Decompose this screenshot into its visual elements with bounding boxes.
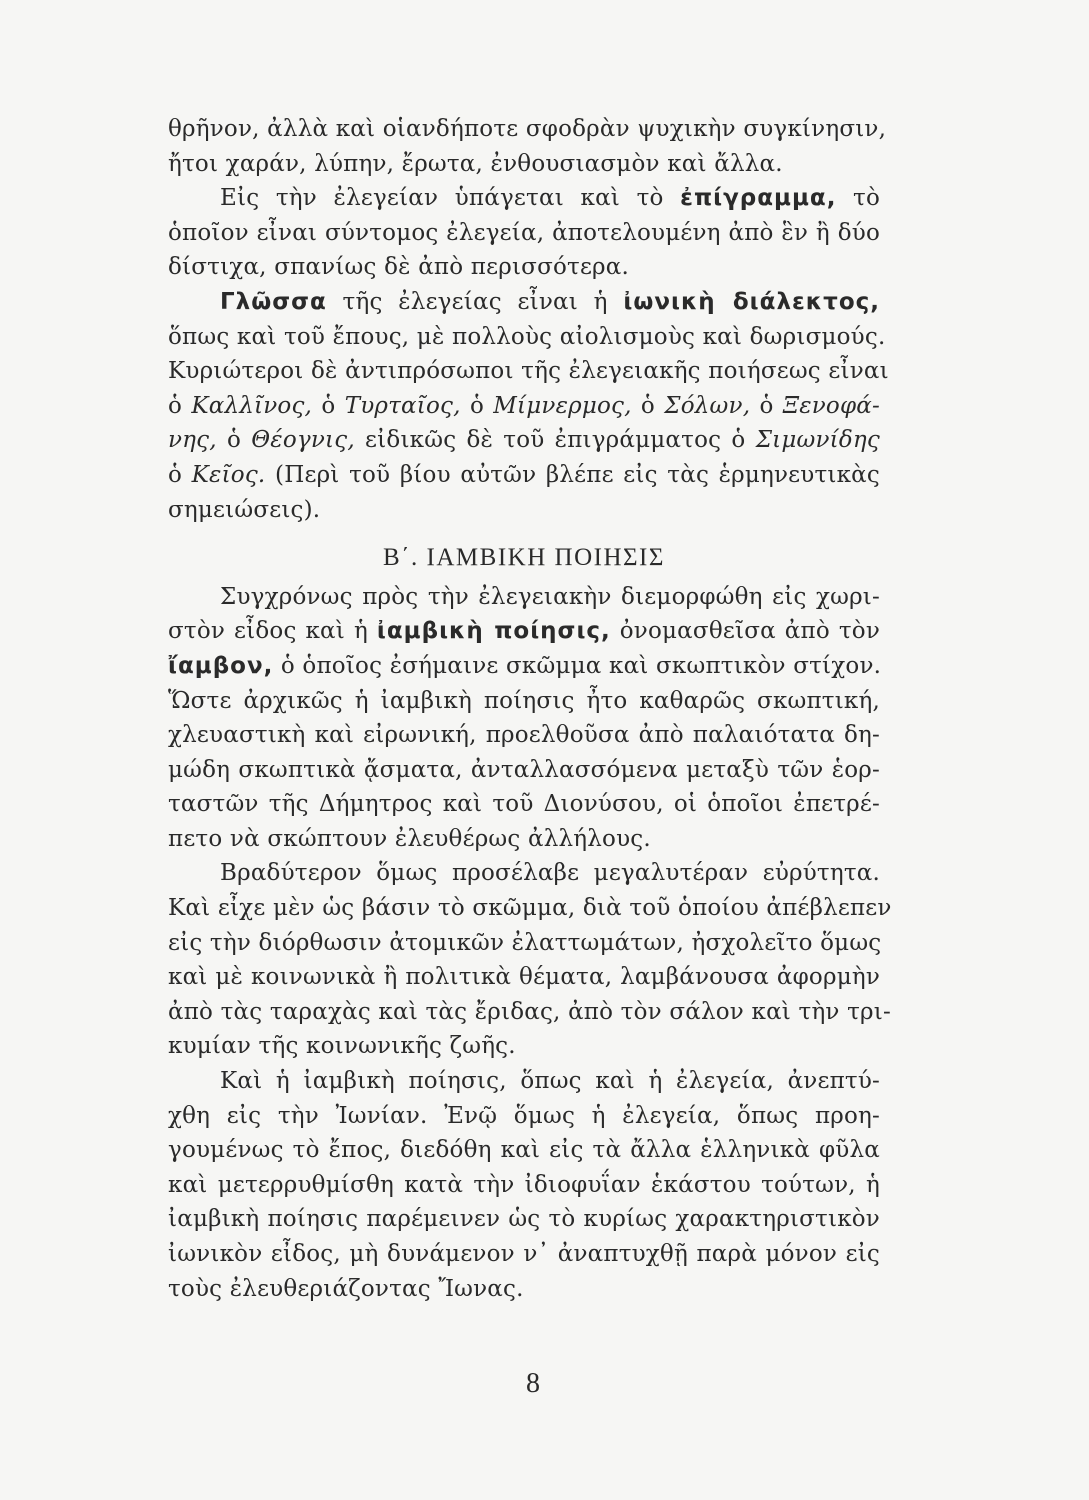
text-run: εἰδικῶς δὲ τοῦ ἐπιγράμματος ὁ: [354, 427, 756, 454]
text-line: Καὶ ἡ ἰαμβικὴ ποίησις, ὅπως καὶ ἡ ἐλεγεία, ἀνεπτύ-: [220, 1068, 880, 1095]
text-run: στὸν εἶδος καὶ ἡ: [168, 618, 377, 645]
text-line: εἰς τὴν διόρθωσιν ἀτομικῶν ἐλαττωμάτων, ἠσχολεῖτο ὅμως: [168, 929, 882, 956]
poet-name: Καλλῖνος,: [191, 392, 313, 419]
text-line: ἤτοι χαράν, λύπην, ἔρωτα, ἐνθουσιασμὸν καὶ ἄλλα.: [168, 150, 783, 177]
body-text: [168, 112, 892, 1306]
text-run: ὁ: [631, 392, 665, 419]
text-line: ἀπὸ τὰς ταραχὰς καὶ τὰς ἔριδας, ἀπὸ τὸν σάλον καὶ τὴν τρι-: [168, 998, 891, 1025]
text-line: ὅπως καὶ τοῦ ἔπους, μὲ πολλοὺς αἰολισμοὺς καὶ δωρισμούς.: [168, 323, 886, 350]
text-line: καὶ μὲ κοινωνικὰ ἢ πολιτικὰ θέματα, λαμβάνουσα ἀφορμὴν: [168, 964, 880, 991]
text-run: Εἰς τὴν ἐλεγείαν ὑπάγεται καὶ τὸ: [220, 185, 681, 212]
text-line: Καὶ εἶχε μὲν ὡς βάσιν τὸ σκῶμμα, διὰ τοῦ ὁποίου ἀπέβλεπεν: [168, 895, 892, 922]
text-run: ὁ: [750, 392, 783, 419]
term-epigram: ἐπίγραμμα,: [680, 185, 837, 212]
text-run: ὀνομασθεῖσα ἀπὸ τὸν: [610, 618, 880, 645]
text-line: ταστῶν τῆς Δήμητρος καὶ τοῦ Διονύσου, οἱ ὁποῖοι ἐπετρέ-: [168, 791, 880, 818]
poet-name: νης,: [168, 427, 217, 454]
text-line: δίστιχα, σπανίως δὲ ἀπὸ περισσότερα.: [168, 254, 630, 281]
page-number: 8: [526, 1368, 540, 1399]
poet-name: Κεῖος.: [191, 461, 266, 488]
section-heading: Β΄. ΙΑΜΒΙΚΗ ΠΟΙΗΣΙΣ: [383, 544, 665, 572]
term-ionic-dialect: ἰωνικὴ διάλεκτος,: [623, 288, 880, 315]
poet-name: Μίμνερμος,: [493, 392, 632, 419]
text-line: θρῆνον, ἀλλὰ καὶ οἱανδήποτε σφοδρὰν ψυχικὴν συγκίνησιν,: [168, 116, 887, 142]
term-language: Γλῶσσα: [220, 288, 327, 315]
text-line: σημειώσεις).: [168, 496, 321, 523]
text-line: [168, 181, 880, 216]
text-line: κυμίαν τῆς κοινωνικῆς ζωῆς.: [168, 1033, 516, 1060]
text-line: Ὥστε ἀρχικῶς ἡ ἰαμβικὴ ποίησις ἦτο καθαρῶς σκωπτική,: [168, 687, 880, 714]
text-line: [168, 389, 880, 424]
text-line: χθη εἰς τὴν Ἰωνίαν. Ἐνῷ ὅμως ἡ ἐλεγεία, ὅπως προη-: [168, 1102, 880, 1129]
text-run: ὁ: [216, 427, 252, 454]
text-line: γουμένως τὸ ἔπος, διεδόθη καὶ εἰς τὰ ἄλλα ἑλληνικὰ φῦλα: [168, 1137, 880, 1164]
text-run: (Περὶ τοῦ βίου αὐτῶν βλέπε εἰς τὰς ἑρμηνευτικὰς: [265, 461, 880, 488]
text-run: ὁ: [168, 392, 192, 419]
text-line: [168, 458, 880, 493]
term-iambic-poetry: ἰαμβικὴ ποίησις,: [376, 618, 611, 645]
text-line: Βραδύτερον ὅμως προσέλαβε μεγαλυτέραν εὐρύτητα.: [220, 860, 880, 887]
text-run: ὁ: [312, 392, 345, 419]
text-line: πετο νὰ σκώπτουν ἐλευθέρως ἀλλήλους.: [168, 825, 651, 852]
text-line: [168, 285, 880, 320]
text-run: τῆς ἐλεγείας εἶναι ἡ: [326, 288, 624, 315]
text-run: ὁ ὁποῖος ἐσήμαινε σκῶμμα καὶ σκωπτικὸν στίχον.: [273, 652, 882, 679]
text-line: [168, 423, 880, 458]
text-line: ἰωνικὸν εἶδος, μὴ δυνάμενον ν᾿ ἀναπτυχθῇ παρὰ μόνον εἰς: [168, 1241, 880, 1267]
term-iambus: ἴαμβον,: [168, 652, 274, 679]
text-line: ὁποῖον εἶναι σύντομος ἐλεγεία, ἀποτελουμένη ἀπὸ ἓν ἢ δύο: [168, 219, 880, 246]
text-line: [168, 614, 880, 649]
text-run: ὁ: [168, 461, 192, 488]
text-line: Κυριώτεροι δὲ ἀντιπρόσωποι τῆς ἐλεγειακῆς ποιήσεως εἶναι: [168, 358, 889, 385]
text-line: Συγχρόνως πρὸς τὴν ἐλεγειακὴν διεμορφώθη εἰς χωρι-: [220, 583, 880, 610]
text-line: χλευαστικὴ καὶ εἰρωνική, προελθοῦσα ἀπὸ παλαιότατα δη-: [168, 722, 880, 749]
text-line: ἰαμβικὴ ποίησις παρέμεινεν ὡς τὸ κυρίως χαρακτηριστικὸν: [168, 1206, 880, 1233]
text-run: τὸ: [836, 185, 881, 212]
text-line: τοὺς ἐλευθεριάζοντας Ἴωνας.: [168, 1275, 524, 1302]
poet-name: Ξενοφά-: [782, 392, 880, 419]
poet-name: Τυρταῖος,: [344, 392, 461, 419]
poet-name: Θέογνις,: [251, 427, 355, 454]
poet-name: Σόλων,: [664, 392, 751, 419]
text-line: μώδη σκωπτικὰ ᾄσματα, ἀνταλλασσόμενα μεταξὺ τῶν ἑορ-: [168, 756, 880, 783]
text-line: καὶ μετερρυθμίσθη κατὰ τὴν ἰδιοφυΐαν ἑκάστου τούτων, ἡ: [168, 1171, 880, 1198]
text-line: [168, 649, 880, 684]
poet-name: Σιμωνίδης: [755, 427, 880, 454]
text-run: ὁ: [460, 392, 494, 419]
